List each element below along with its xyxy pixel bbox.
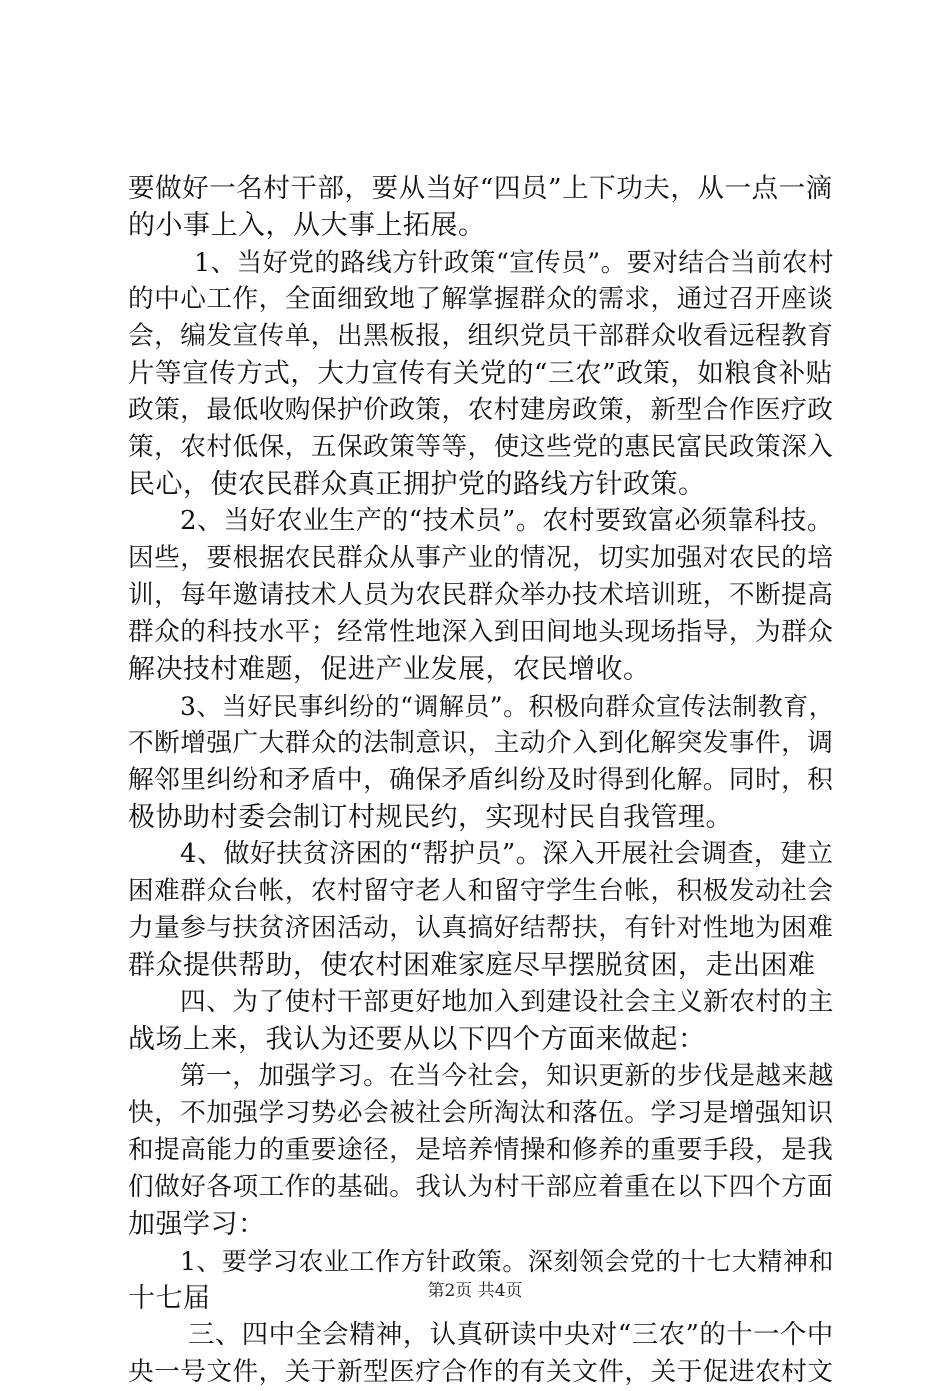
text-line: 快，不加强学习势必会被社会所淘汰和落伍。学习是增强知识 xyxy=(128,1098,834,1128)
text-line: 民心，使农民群众真正拥护党的路线方针政策。 xyxy=(128,469,706,500)
text-line: 的中心工作，全面细致地了解掌握群众的需求，通过召开座谈 xyxy=(128,284,834,314)
text-line: 策，农村低保，五保政策等等，使这些党的惠民富民政策深入 xyxy=(128,432,834,462)
text-line: 第一，加强学习。在当今社会，知识更新的步伐是越来越 xyxy=(180,1061,834,1091)
text-line: 解邻里纠纷和矛盾中，确保矛盾纠纷及时得到化解。同时，积 xyxy=(128,765,834,795)
text-line: 力量参与扶贫济困活动，认真搞好结帮扶，有针对性地为困难 xyxy=(128,913,834,943)
text-line: 加强学习： xyxy=(128,1209,266,1240)
text-line: 和提高能力的重要途径，是培养情操和修养的重要手段，是我 xyxy=(128,1135,834,1165)
text-line: 3、当好民事纠纷的“调解员”。积极向群众宣传法制教育， xyxy=(180,692,835,721)
text-line: 不断增强广大群众的法制意识，主动介入到化解突发事件，调 xyxy=(128,728,834,758)
text-line: 的小事上入，从大事上拓展。 xyxy=(128,210,486,241)
text-line: 1、要学习农业工作方针政策。深刻领会党的十七大精神和 xyxy=(180,1247,834,1276)
text-line: 战场上来，我认为还要从以下四个方面来做起： xyxy=(128,1024,706,1055)
text-line: 解决技村难题，促进产业发展，农民增收。 xyxy=(128,654,651,685)
text-line: 四、为了使村干部更好地加入到建设社会主义新农村的主 xyxy=(180,987,834,1017)
text-line: 央一号文件，关于新型医疗合作的有关文件，关于促进农村文 xyxy=(128,1357,834,1387)
text-line: 极协助村委会制订村规民约，实现村民自我管理。 xyxy=(128,802,733,833)
text-line: 政策，最低收购保护价政策，农村建房政策，新型合作医疗政 xyxy=(128,395,834,425)
text-line: 4、做好扶贫济困的“帮护员”。深入开展社会调查，建立 xyxy=(180,839,834,869)
text-line: 三、四中全会精神，认真研读中央对“三农”的十一个中 xyxy=(188,1320,834,1350)
text-line: 2、当好农业生产的“技术员”。农村要致富必须靠科技。 xyxy=(180,506,834,536)
text-line: 们做好各项工作的基础。我认为村干部应着重在以下四个方面 xyxy=(128,1172,834,1202)
text-line: 群众提供帮助，使农村困难家庭尽早摆脱贫困，走出困难 xyxy=(128,950,816,981)
text-line: 训，每年邀请技术人员为农民群众举办技术培训班，不断提高 xyxy=(128,580,834,610)
document-body xyxy=(128,170,840,1391)
text-line: 十七届 xyxy=(128,1283,211,1314)
text-line: 群众的科技水平；经常性地深入到田间地头现场指导，为群众 xyxy=(128,617,834,647)
text-line: 会，编发宣传单，出黑板报，组织党员干部群众收看远程教育 xyxy=(128,321,834,351)
text-line: 因些，要根据农民群众从事产业的情况，切实加强对农民的培 xyxy=(128,543,834,573)
text-line: 困难群众台帐，农村留守老人和留守学生台帐，积极发动社会 xyxy=(128,876,834,906)
text-line: 1、当好党的路线方针政策“宣传员”。要对结合当前农村 xyxy=(194,247,834,277)
text-line: 要做好一名村干部，要从当好“四员”上下功夫，从一点一滴 xyxy=(128,173,833,204)
text-line: 片等宣传方式，大力宣传有关党的“三农”政策，如粮食补贴 xyxy=(128,358,833,389)
page-footer: 第2页 共4页 xyxy=(427,1281,523,1301)
